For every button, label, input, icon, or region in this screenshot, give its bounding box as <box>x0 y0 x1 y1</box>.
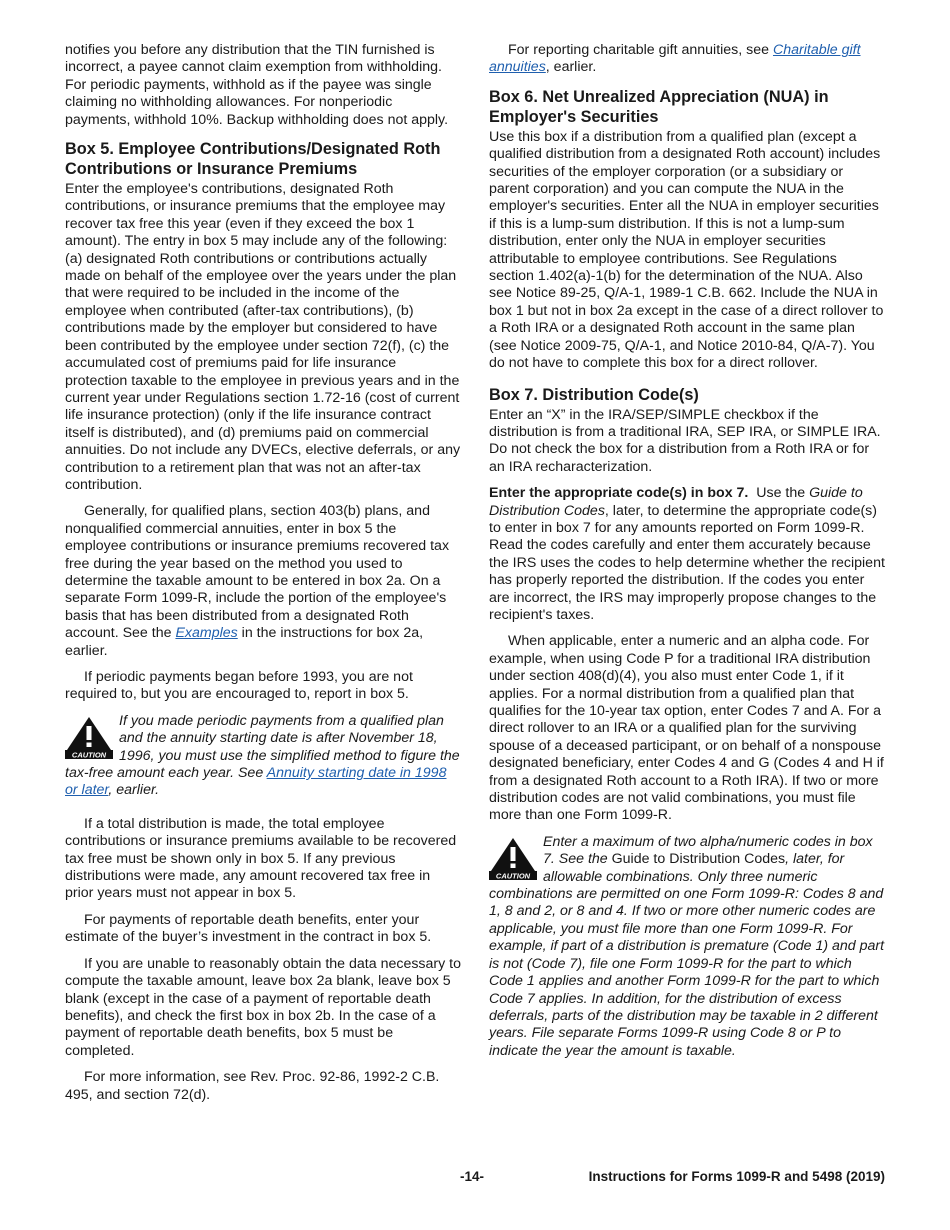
caution-note-1 <box>65 713 461 800</box>
charitable-paragraph <box>489 42 885 77</box>
caution-1-text-end: , earlier. <box>108 782 160 799</box>
footer-doc-title: Instructions for Forms 1099-R and 5498 (2019) <box>588 1169 885 1184</box>
caution-icon <box>489 836 537 880</box>
box7-paragraph-2-text: Use the <box>748 485 810 502</box>
box7-paragraph-2-bold: Enter the appropriate code(s) in box 7. <box>489 485 749 502</box>
box5-paragraph-4: If a total distribution is made, the total employee contributions or insurance premiums available to be recovered tax free must be shown only in box 5. If any previous distributions were made, any amount recovered tax free in prior years must not appear in box 5. <box>65 815 457 902</box>
box5-paragraph-2 <box>65 503 461 660</box>
annuity-starting-date-link[interactable]: Annuity starting date in 1998 or later <box>65 765 447 799</box>
box5-paragraph-7: For more information, see Rev. Proc. 92-86, 1992-2 C.B. 495, and section 72(d). <box>65 1069 440 1103</box>
guide-to-distribution-codes-ref: Guide to Distribution Codes <box>489 485 863 519</box>
right-column <box>489 42 885 1076</box>
box5-paragraph-1: Enter the employee's contributions, designated Roth contributions, or insurance premiums that the employee may recover tax free this year (even if they exceed the box 1 amount). The entry in box 5 may include any of the following: (a) designated Roth contributions or contributions actually made on behalf of the employee over the years under the plan that were required to be included in the income of the employee when contributed (after-tax contributions), (b) contributions made by the employer but considered to have been contributed by the employee under section 72(f), (c) the accumulated cost of premiums paid for life insurance protection taxable to the employee in previous years and in the current year under Regulations section 1.72-16 (cost of current life insurance protection) (only if the life insurance contract itself is distributed), and (d) premiums paid on commercial annuities. Do not include any DVECs, elective deferrals, or any contribution to a retirement plan that was not an after-tax contribution. <box>65 181 461 493</box>
box5-paragraph-5: For payments of reportable death benefits, enter your estimate of the buyer’s investment in the contract in box 5. <box>65 911 432 946</box>
page-footer <box>65 1168 885 1186</box>
box7-paragraph-2 <box>489 485 885 624</box>
charitable-gift-annuities-link[interactable]: Charitable gift annuities <box>489 42 861 76</box>
intro-paragraph: notifies you before any distribution that the TIN furnished is incorrect, a payee cannot claim exemption from withholding. For periodic payments, withhold as if the payee was single claiming no withholding allowances. For nonperiodic payments, withhold 10%. Backup withholding does not apply. <box>65 42 449 128</box>
box5-paragraph-3: If periodic payments began before 1993, you are not required to, but you are encouraged to, report in box 5. <box>65 669 413 703</box>
box6-heading: Box 6. Net Unrealized Appreciation (NUA) in Employer's Securities <box>489 87 829 126</box>
caution-2-text: Enter a maximum of two alpha/numeric codes in box 7. See the <box>543 833 873 868</box>
page-number: -14- <box>460 1169 485 1184</box>
caution-label: CAUTION <box>71 750 107 759</box>
box7-heading: Box 7. Distribution Code(s) <box>489 385 699 404</box>
box5-paragraph-2-text-end: in the instructions for box 2a, earlier. <box>65 625 424 659</box>
box7-paragraph-2-text-end: , later, to determine the appropriate code(s) to enter in box 7 for any amounts reported on Form 1099-R. Read the codes carefully and enter them accurately because the IRS uses the codes to help determine whether the recipient has properly reported the distribution. If the codes you enter are incorrect, the IRS may improperly propose changes to the recipient's taxes. <box>489 502 885 623</box>
examples-link[interactable]: Examples <box>175 625 238 642</box>
caution-2-text-end: , later, for allowable combinations. Only three numeric combinations are permitted on one Form 1099-R: Codes 8 and 1, 8 and 2, or 8 and 4. If two or more other numeric codes are applicable, you must file more than one Form 1099-R. For example, if part of a distribution is premature (Code 1) and part is not (Code 7), file one Form 1099-R for the part to which Code 1 applies and another Form 1099-R for the part to which Code 7 applies. In addition, for the distribution of excess deferrals, parts of the distribution may be taxable in 2 different years. File separate Forms 1099-R using Code 8 or P to indicate the year the amount is taxable. <box>489 851 885 1059</box>
caution-2-guide-ref: Guide to Distribution Codes <box>611 851 786 868</box>
box5-paragraph-6: If you are unable to reasonably obtain the data necessary to compute the taxable amount, leave box 2a blank, leave box 5 blank (except in the case of a payment of reportable death benefits), and check the first box in box 2b. In the case of a payment of reportable death benefits, box 5 must be completed. <box>65 955 462 1059</box>
charitable-text-end: , earlier. <box>545 59 597 76</box>
box6-paragraph-1: Use this box if a distribution from a qualified plan (except a qualified distribution from a designated Roth account) includes securities of the employer corporation (or a subsidiary or parent corporation) and you can compute the NUA in the employer's securities. Enter all the NUA in employer securities if this is a lump-sum distribution. If this is not a lump-sum distribution, enter only the NUA in employer securities attributable to employee contributions. See Regulations section 1.402(a)-1(b) for the determination of the NUA. Also see Notice 89-25, Q/A-1, 1989-1 C.B. 662. Include the NUA in box 1 but not in box 2a except in the case of a direct rollover to a Roth IRA or a designated Roth account in the same plan (see Notice 2009-75, Q/A-1, and Notice 2010-84, Q/A-7). You do not have to complete this box for a direct rollover. <box>489 128 884 372</box>
caution-note-2 <box>489 834 885 1060</box>
box5-heading: Box 5. Employee Contributions/Designated Roth Contributions or Insurance Premiums <box>65 140 441 179</box>
left-column <box>65 42 461 1113</box>
charitable-text: For reporting charitable gift annuities, see <box>508 42 773 58</box>
box7-paragraph-3: When applicable, enter a numeric and an alpha code. For example, when using Code P for a traditional IRA distribution under section 408(d)(4), you also must enter Code 1, if it applies. For a normal distribution from a qualified plan that qualifies for the 10-year tax option, enter Codes 7 and A. For a direct rollover to an IRA or a qualified plan for the surviving spouse of a deceased participant, or on behalf of a nonspouse designated beneficiary, enter Codes 4 and G (Codes 4 and H if from a designated Roth account to a Roth IRA). If two or more distribution codes are not valid combinations, you must file more than one Form 1099-R. <box>489 633 884 824</box>
box5-paragraph-2-text: Generally, for qualified plans, section 403(b) plans, and nonqualified commercial annuities, enter in box 5 the employee contributions or insurance premiums recovered tax free during the year based on the method you used to determine the taxable amount to be entered in box 2a. On a separate Form 1099-R, include the portion of the employee's basis that has been distributed from a designated Roth account. See the <box>65 503 450 642</box>
caution-icon <box>65 715 113 759</box>
caution-1-text: If you made periodic payments from a qualified plan and the annuity starting date is after November 18, 1996, you must use the simplified method to figure the tax-free amount each year. See <box>65 712 460 782</box>
caution-label: CAUTION <box>495 871 531 880</box>
box7-paragraph-1: Enter an “X” in the IRA/SEP/SIMPLE checkbox if the distribution is from a traditional IRA, SEP IRA, or SIMPLE IRA. Do not check the box for a distribution from a Roth IRA or for an IRA recharacterization. <box>489 406 881 475</box>
